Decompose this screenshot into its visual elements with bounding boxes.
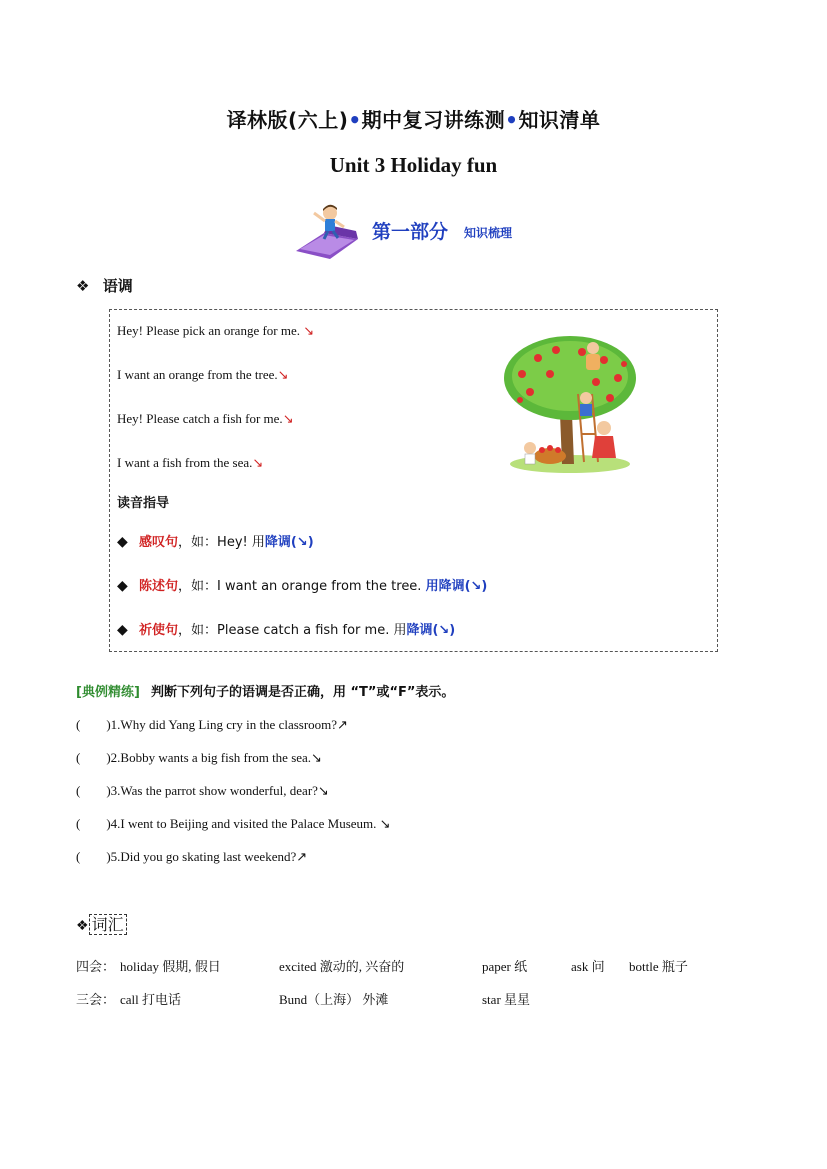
- page-title: [0, 104, 827, 133]
- falling-arrow-icon: ↘: [303, 323, 315, 338]
- diamond-bullet-icon: ◆: [117, 579, 128, 594]
- question-2: [76, 750, 322, 766]
- sentence-4: [117, 455, 263, 471]
- rule-tone: 用降调(↘): [425, 579, 488, 594]
- rule-type: 祈使句: [139, 623, 179, 638]
- rule-type: 感叹句: [139, 535, 179, 550]
- part-title: 第一部分: [372, 221, 449, 243]
- vocab-item: holiday 假期, 假日: [120, 959, 221, 974]
- intonation-heading: [76, 275, 133, 296]
- apple-tree-illustration: [500, 334, 640, 476]
- pronunciation-guide-label: 读音指导: [117, 496, 170, 511]
- vocab-item: ask 问: [571, 959, 605, 974]
- rule-declarative: [117, 575, 487, 595]
- answer-blank[interactable]: ( ): [76, 783, 111, 798]
- vocabulary-heading-text: 词汇: [89, 914, 127, 935]
- title-part3: 知识清单: [518, 108, 601, 132]
- vocab-label: 四会：: [76, 960, 116, 975]
- rule-exclamatory: [117, 531, 314, 551]
- vocab-item: Bund（上海） 外滩: [279, 992, 389, 1007]
- sentence-1-text: Hey! Please pick an orange for me.: [117, 323, 304, 338]
- question-4: [76, 816, 391, 832]
- unit-title: Unit 3 Holiday fun: [329, 153, 498, 177]
- vocab-item: excited 激动的, 兴奋的: [279, 959, 405, 974]
- rule-example: ，如：Please catch a fish for me. 用: [178, 623, 407, 638]
- answer-blank[interactable]: ( ): [76, 717, 111, 732]
- falling-arrow-icon: ↘: [282, 411, 294, 426]
- practice-instruction-text: 判断下列句子的语调是否正确，用 “T”或“F”表示。: [150, 685, 455, 700]
- vocab-row-three-skills-label: [76, 989, 115, 1008]
- title-dot-1: •: [348, 108, 362, 132]
- rule-tone: 降调(↘): [406, 623, 456, 638]
- rule-example: ，如：Hey! 用: [178, 535, 265, 550]
- flying-book-illustration: [294, 203, 360, 261]
- section-bullet-icon: ❖: [76, 918, 89, 934]
- rule-tone: 降调(↘): [264, 535, 314, 550]
- rule-example: ，如：I want an orange from the tree.: [178, 579, 426, 594]
- vocab-item: star 星星: [482, 992, 531, 1007]
- sentence-3: [117, 411, 294, 427]
- answer-blank[interactable]: ( ): [76, 816, 111, 831]
- intonation-heading-text: 语调: [102, 277, 133, 295]
- falling-arrow-icon: ↘: [277, 367, 289, 382]
- part-subtitle: 知识梳理: [464, 226, 513, 240]
- vocab-item: bottle 瓶子: [629, 959, 688, 974]
- question-text: 3.Was the parrot show wonderful, dear?↘: [110, 783, 329, 798]
- title-dot-2: •: [505, 108, 519, 132]
- vocab-label: 三会：: [76, 993, 116, 1008]
- sentence-2: [117, 367, 289, 383]
- answer-blank[interactable]: ( ): [76, 750, 111, 765]
- title-part2: 期中复习讲练测: [361, 108, 506, 132]
- title-part1: 译林版(六上): [226, 108, 349, 132]
- practice-instruction: [76, 681, 454, 700]
- question-text: 1.Why did Yang Ling cry in the classroom?↗: [110, 717, 348, 732]
- vocabulary-heading: [76, 912, 127, 935]
- section-bullet-icon: ❖: [76, 277, 90, 295]
- question-3: [76, 783, 329, 799]
- question-text: 4.I went to Beijing and visited the Palace Museum. ↘: [110, 816, 391, 831]
- sentence-2-text: I want an orange from the tree.: [117, 367, 278, 382]
- sentence-3-text: Hey! Please catch a fish for me.: [117, 411, 283, 426]
- practice-tag: [典例精练]: [76, 685, 140, 700]
- sentence-4-text: I want a fish from the sea.: [117, 455, 253, 470]
- diamond-bullet-icon: ◆: [117, 535, 128, 550]
- sentence-1: [117, 323, 314, 339]
- vocab-item: call 打电话: [120, 992, 182, 1007]
- falling-arrow-icon: ↘: [252, 455, 264, 470]
- rule-type: 陈述句: [139, 579, 179, 594]
- answer-blank[interactable]: ( ): [76, 849, 111, 864]
- question-text: 5.Did you go skating last weekend?↗: [110, 849, 308, 864]
- rule-imperative: [117, 619, 455, 639]
- vocab-item: paper 纸: [482, 959, 528, 974]
- diamond-bullet-icon: ◆: [117, 623, 128, 638]
- question-text: 2.Bobby wants a big fish from the sea.↘: [110, 750, 322, 765]
- question-1: [76, 717, 348, 733]
- question-5: [76, 849, 307, 865]
- vocab-row-four-skills-label: [76, 956, 115, 975]
